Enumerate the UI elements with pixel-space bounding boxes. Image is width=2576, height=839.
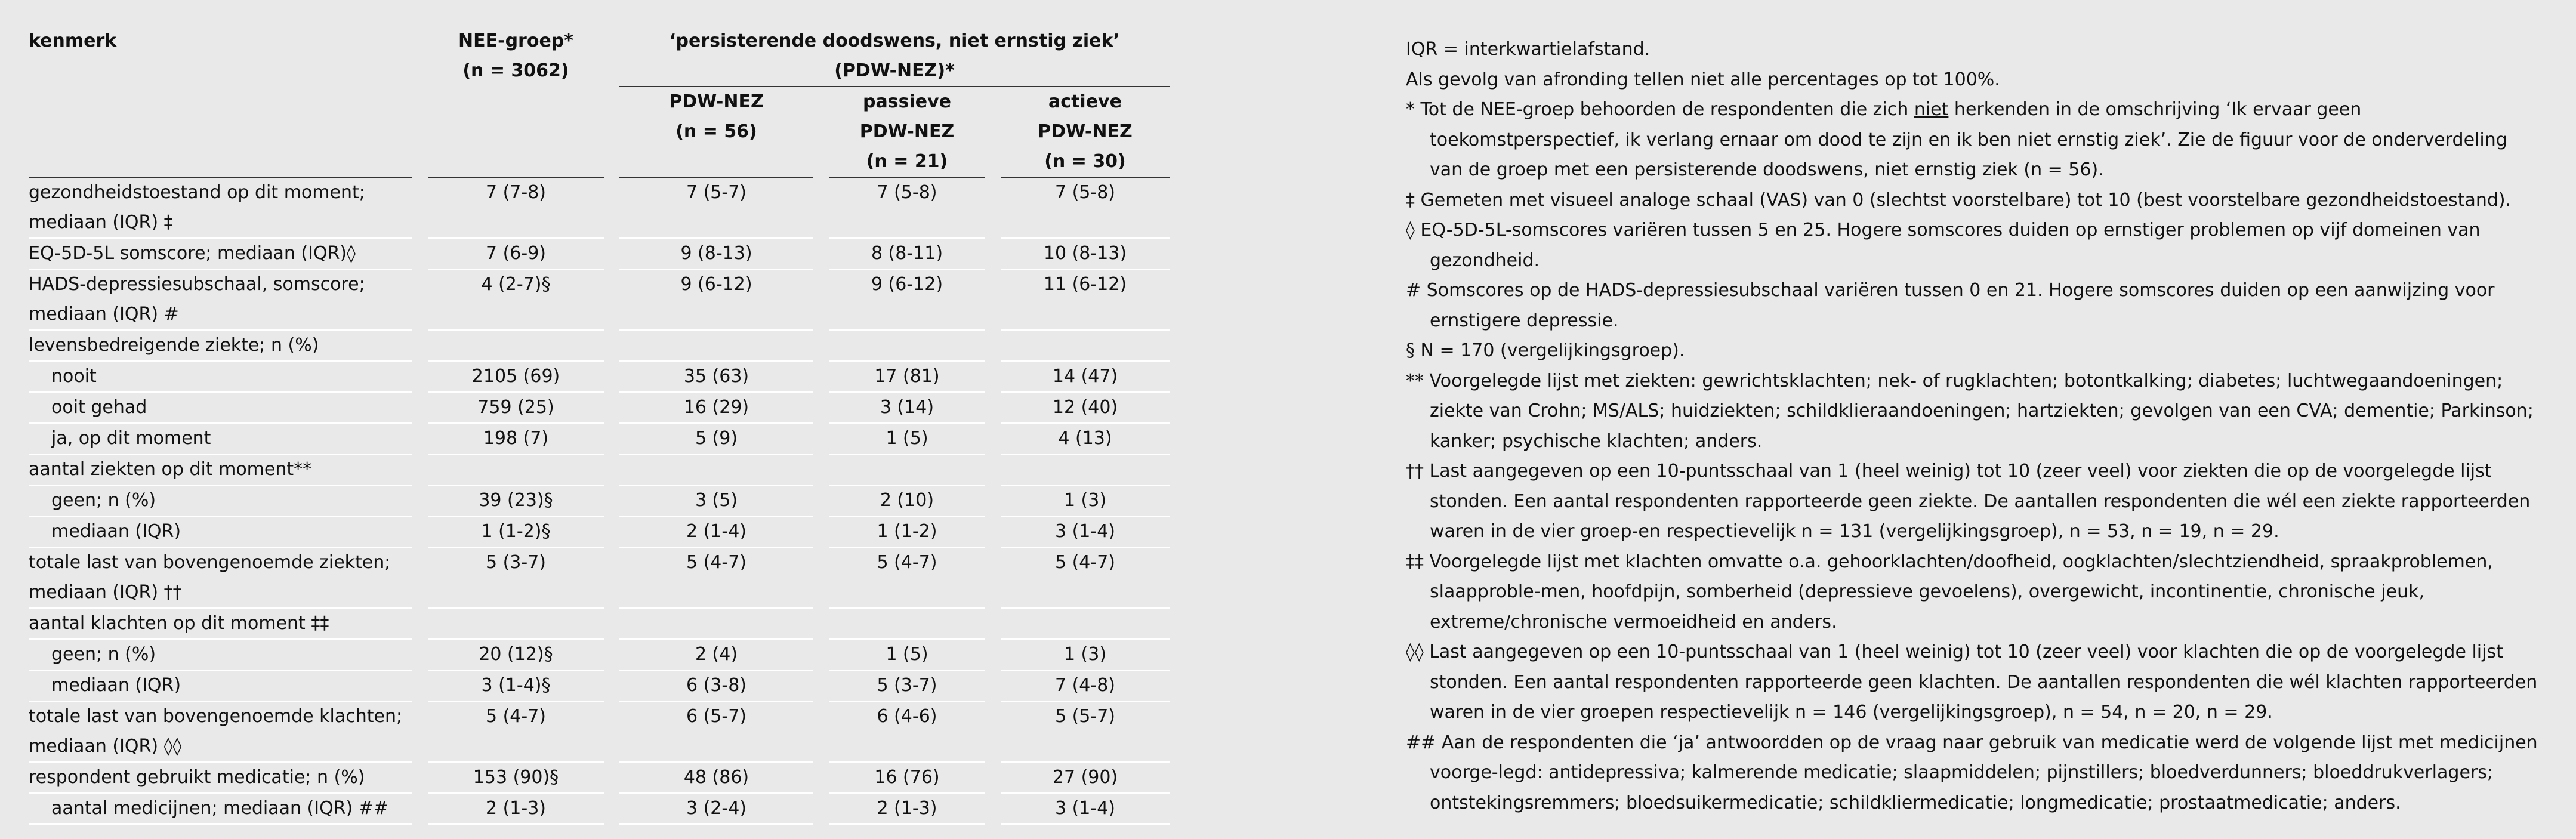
spacer (412, 671, 428, 702)
cell-passive-pdw-nez: 2 (10) (829, 486, 985, 517)
cell-passive-pdw-nez: 2 (1-3) (829, 794, 985, 825)
cell-active-pdw-nez (1001, 331, 1170, 362)
cell-passive-pdw-nez (829, 455, 985, 486)
cell-pdw-nez: 5 (9) (619, 424, 813, 455)
cell-passive-pdw-nez: 1 (1-2) (829, 517, 985, 548)
cell-passive-pdw-nez: 6 (4-6) (829, 702, 985, 763)
spacer (813, 362, 829, 393)
footnotes (1406, 35, 2540, 818)
cell-pdw-nez: 6 (3-8) (619, 671, 813, 702)
row-label (29, 362, 412, 393)
row-label-line-2: mediaan (IQR) ◊◊ (29, 736, 182, 757)
spacer (604, 609, 619, 640)
footnote-nee-group: * Tot de NEE-groep behoorden de respondenten die zich niet herkenden in de omschrijving ‘Ik ervaar geen toekomstperspectief, ik verlang ernaar om dood te zijn en ik ben niet ernstig ziek’. Zie de figuur voor de onderverdeling van de groep met een persisterende doodswens, niet ernstig ziek (n = 56). (1406, 99, 2507, 180)
row-label-line: aantal medicijnen; mediaan (IQR) ## (51, 798, 389, 819)
cell-pdw-nez (619, 609, 813, 640)
cell-pdw-nez: 7 (5-7) (619, 178, 813, 239)
spacer (412, 239, 428, 270)
spacer (604, 640, 619, 671)
cell-pdw-nez: 6 (5-7) (619, 702, 813, 763)
spacer (412, 270, 428, 331)
spacer (412, 486, 428, 517)
spacer (985, 763, 1001, 794)
cell-passive-pdw-nez: 5 (4-7) (829, 548, 985, 609)
row-label-line: levensbedreigende ziekte; n (%) (29, 335, 319, 356)
cell-nee-group: 4 (2-7)§ (428, 270, 604, 331)
footnote-eq5d: ◊ EQ-5D-5L-somscores variëren tussen 5 en 25. Hogere somscores duiden op ernstiger problemen op vijf domeinen van gezondheid. (1406, 220, 2481, 271)
results-table (29, 26, 1170, 825)
spacer (985, 702, 1001, 763)
results-table-section (29, 26, 1170, 825)
row-label (29, 640, 412, 671)
footnote-hads: # Somscores op de HADS-depressiesubschaal variëren tussen 0 en 21. Hogere somscores duiden op een aanwijzing voor ernstigere depressie. (1406, 280, 2495, 331)
cell-nee-group: 5 (3-7) (428, 548, 604, 609)
spacer (813, 517, 829, 548)
spacer (985, 424, 1001, 455)
spacer (813, 702, 829, 763)
cell-pdw-nez: 5 (4-7) (619, 548, 813, 609)
spacer (813, 763, 829, 794)
footnote-complaint-burden: ◊◊ Last aangegeven op een 10-puntsschaal van 1 (heel weinig) tot 10 (zeer veel) voor klachten die op de voorgelegde lijst stonden. Een aantal respondenten rapporteerde geen klachten. De aantallen respondenten die wél klachten rapporteerden waren in de vier groepen respectievelijk n = 146 (vergelijkingsgroep), n = 54, n = 20, n = 29. (1406, 641, 2538, 723)
cell-pdw-nez (619, 331, 813, 362)
footnote-vas: ‡ Gemeten met visueel analoge schaal (VAS) van 0 (slechtst voorstelbare) tot 10 (best voorstelbare gezondheidstoestand). (1406, 189, 2512, 211)
spacer (985, 548, 1001, 609)
spacer (813, 455, 829, 486)
cell-passive-pdw-nez (829, 609, 985, 640)
cell-active-pdw-nez: 27 (90) (1001, 763, 1170, 794)
spacer (813, 486, 829, 517)
footnote-rounding: Als gevolg van afronding tellen niet alle percentages op tot 100%. (1406, 69, 2000, 90)
cell-active-pdw-nez: 10 (8-13) (1001, 239, 1170, 270)
cell-active-pdw-nez: 5 (5-7) (1001, 702, 1170, 763)
cell-active-pdw-nez: 3 (1-4) (1001, 517, 1170, 548)
row-label (29, 239, 412, 270)
cell-passive-pdw-nez: 16 (76) (829, 763, 985, 794)
row-label-line: aantal ziekten op dit moment** (29, 459, 312, 480)
spacer (985, 486, 1001, 517)
spacer (604, 393, 619, 424)
spacer (604, 548, 619, 609)
cell-active-pdw-nez: 5 (4-7) (1001, 548, 1170, 609)
cell-nee-group: 20 (12)§ (428, 640, 604, 671)
row-label-line: respondent gebruikt medicatie; n (%) (29, 767, 365, 788)
footnote-diseases-list: ** Voorgelegde lijst met ziekten: gewrichtsklachten; nek- of rugklachten; botontkalking; diabetes; luchtwegaandoeningen; ziekte van Crohn; MS/ALS; huidziekten; schildklieraandoeningen; hartziekten; gevolgen van een CVA; dementie; Parkinson; kanker; psychische klachten; anders. (1406, 370, 2534, 452)
row-label-line: totale last van bovengenoemde ziekten; (29, 552, 391, 573)
spacer (985, 517, 1001, 548)
spacer (412, 362, 428, 393)
cell-pdw-nez: 35 (63) (619, 362, 813, 393)
table-body (29, 178, 1170, 825)
row-label-line: totale last van bovengenoemde klachten; (29, 706, 403, 727)
cell-passive-pdw-nez: 8 (8-11) (829, 239, 985, 270)
spacer (412, 794, 428, 825)
footnote-disease-burden: †† Last aangegeven op een 10-puntsschaal van 1 (heel weinig) tot 10 (zeer veel) voor ziekten die op de voorgelegde lijst stonden. Een aantal respondenten rapporteerde geen ziekte. De aantallen respondenten die wél een ziekte rapporteerden waren in de vier groep-en respectievelijk n = 131 (vergelijkingsgroep), n = 53, n = 19, n = 29. (1406, 461, 2531, 542)
header-nee-group: NEE-groep* (458, 30, 573, 51)
spacer (813, 270, 829, 331)
header-kenmerk: kenmerk (29, 30, 117, 51)
cell-pdw-nez: 9 (8-13) (619, 239, 813, 270)
header-col-pdw: PDW-NEZ (669, 91, 764, 112)
spacer (604, 763, 619, 794)
table-row (29, 239, 1170, 270)
cell-active-pdw-nez: 1 (3) (1001, 640, 1170, 671)
spacer (604, 794, 619, 825)
header-pdw-title: ‘persisterende doodswens, niet ernstig ziek’ (669, 30, 1120, 51)
spacer (813, 331, 829, 362)
table-row (29, 270, 1170, 331)
cell-passive-pdw-nez: 7 (5-8) (829, 178, 985, 239)
spacer (985, 794, 1001, 825)
row-label-line: mediaan (IQR) (51, 521, 181, 542)
spacer (604, 424, 619, 455)
table-row (29, 362, 1170, 393)
spacer (813, 178, 829, 239)
row-label (29, 702, 412, 763)
cell-passive-pdw-nez (829, 331, 985, 362)
spacer (985, 609, 1001, 640)
spacer (813, 609, 829, 640)
spacer (813, 424, 829, 455)
footnote-medication-list: ## Aan de respondenten die ‘ja’ antwoordden op de vraag naar gebruik van medicatie werd de volgende lijst met medicijnen voorge-legd: antidepressiva; kalmerende medicatie; slaapmiddelen; pijnstillers; bloedverdunners; bloeddrukverlagers; ontstekingsremmers; bloedsuikermedicatie; schildkliermedicatie; longmedicatie; prostaatmedicatie; anders. (1406, 732, 2538, 813)
cell-nee-group (428, 609, 604, 640)
row-label (29, 393, 412, 424)
cell-active-pdw-nez: 7 (5-8) (1001, 178, 1170, 239)
spacer (985, 239, 1001, 270)
table-row (29, 424, 1170, 455)
footnote-iqr: IQR = interkwartielafstand. (1406, 39, 1651, 60)
table-row (29, 517, 1170, 548)
footnote-complaints-list: ‡‡ Voorgelegde lijst met klachten omvatte o.a. gehoorklachten/doofheid, oogklachten/slechtziendheid, spraakproblemen, slaapproble-men, hoofdpijn, somberheid (depressieve gevoelens), overgewicht, incontinentie, chronische jeuk, extreme/chronische vermoeidheid en anders. (1406, 551, 2493, 633)
spacer (604, 178, 619, 239)
cell-active-pdw-nez: 3 (1-4) (1001, 794, 1170, 825)
row-label (29, 609, 412, 640)
spacer (412, 702, 428, 763)
row-label-line: aantal klachten op dit moment ‡‡ (29, 613, 329, 634)
cell-pdw-nez: 2 (4) (619, 640, 813, 671)
cell-passive-pdw-nez: 5 (3-7) (829, 671, 985, 702)
spacer (412, 763, 428, 794)
spacer (604, 517, 619, 548)
cell-nee-group: 2 (1-3) (428, 794, 604, 825)
table-row (29, 178, 1170, 239)
spacer (813, 548, 829, 609)
spacer (813, 671, 829, 702)
row-label (29, 424, 412, 455)
row-label (29, 178, 412, 239)
spacer (412, 331, 428, 362)
row-label (29, 763, 412, 794)
table-row (29, 455, 1170, 486)
cell-nee-group: 7 (7-8) (428, 178, 604, 239)
spacer (412, 517, 428, 548)
spacer (604, 270, 619, 331)
row-label-line: mediaan (IQR) (51, 675, 181, 696)
cell-passive-pdw-nez: 3 (14) (829, 393, 985, 424)
cell-nee-group: 2105 (69) (428, 362, 604, 393)
spacer (412, 455, 428, 486)
header-col-passive-2: PDW-NEZ (859, 121, 955, 142)
cell-nee-group: 153 (90)§ (428, 763, 604, 794)
row-label (29, 486, 412, 517)
header-nee-n: (n = 3062) (462, 60, 569, 81)
spacer (985, 362, 1001, 393)
spacer (604, 331, 619, 362)
cell-pdw-nez: 2 (1-4) (619, 517, 813, 548)
cell-nee-group: 198 (7) (428, 424, 604, 455)
spacer (604, 486, 619, 517)
cell-active-pdw-nez: 12 (40) (1001, 393, 1170, 424)
row-label-line: EQ-5D-5L somscore; mediaan (IQR)◊ (29, 243, 356, 264)
table-row (29, 671, 1170, 702)
cell-passive-pdw-nez: 17 (81) (829, 362, 985, 393)
spacer (412, 548, 428, 609)
cell-active-pdw-nez: 4 (13) (1001, 424, 1170, 455)
cell-passive-pdw-nez: 9 (6-12) (829, 270, 985, 331)
spacer (412, 178, 428, 239)
header-col-passive-n: (n = 21) (829, 147, 985, 178)
spacer (604, 702, 619, 763)
cell-active-pdw-nez: 1 (3) (1001, 486, 1170, 517)
row-label (29, 517, 412, 548)
cell-nee-group (428, 455, 604, 486)
cell-nee-group: 759 (25) (428, 393, 604, 424)
spacer (412, 393, 428, 424)
cell-pdw-nez: 48 (86) (619, 763, 813, 794)
row-label (29, 794, 412, 825)
row-label-line: ja, op dit moment (51, 428, 211, 449)
spacer (813, 794, 829, 825)
row-label-line-2: mediaan (IQR) ‡ (29, 212, 173, 233)
spacer (813, 239, 829, 270)
row-label-line: HADS-depressiesubschaal, somscore; (29, 274, 365, 295)
cell-active-pdw-nez (1001, 455, 1170, 486)
spacer (985, 455, 1001, 486)
spacer (985, 331, 1001, 362)
row-label-line: ooit gehad (51, 397, 147, 418)
spacer (813, 393, 829, 424)
spacer (604, 671, 619, 702)
footnote-n170: § N = 170 (vergelijkingsgroep). (1406, 340, 1685, 361)
table-row (29, 486, 1170, 517)
cell-passive-pdw-nez: 1 (5) (829, 640, 985, 671)
row-label-line-2: mediaan (IQR) # (29, 304, 179, 325)
spacer (412, 424, 428, 455)
cell-nee-group: 39 (23)§ (428, 486, 604, 517)
spacer (813, 640, 829, 671)
cell-pdw-nez (619, 455, 813, 486)
cell-pdw-nez: 3 (2-4) (619, 794, 813, 825)
cell-pdw-nez: 3 (5) (619, 486, 813, 517)
row-label-line: nooit (51, 366, 97, 387)
table-row (29, 763, 1170, 794)
spacer (604, 239, 619, 270)
cell-nee-group: 3 (1-4)§ (428, 671, 604, 702)
header-pdw-abbr: (PDW-NEZ)* (619, 56, 1170, 87)
cell-active-pdw-nez: 7 (4-8) (1001, 671, 1170, 702)
header-col-active-n: (n = 30) (1001, 147, 1170, 178)
cell-nee-group: 7 (6-9) (428, 239, 604, 270)
row-label (29, 455, 412, 486)
spacer (604, 362, 619, 393)
row-label (29, 671, 412, 702)
spacer (985, 393, 1001, 424)
row-label-line: geen; n (%) (51, 644, 156, 665)
row-label (29, 270, 412, 331)
row-label (29, 548, 412, 609)
cell-passive-pdw-nez: 1 (5) (829, 424, 985, 455)
table-row (29, 548, 1170, 609)
table-row (29, 640, 1170, 671)
table-row (29, 609, 1170, 640)
cell-nee-group: 1 (1-2)§ (428, 517, 604, 548)
cell-active-pdw-nez: 14 (47) (1001, 362, 1170, 393)
cell-active-pdw-nez: 11 (6-12) (1001, 270, 1170, 331)
spacer (412, 609, 428, 640)
row-label-line: geen; n (%) (51, 490, 156, 511)
header-col-passive-1: passieve (863, 91, 951, 112)
spacer (985, 671, 1001, 702)
header-col-active-2: PDW-NEZ (1038, 121, 1133, 142)
table-header (29, 26, 1170, 178)
table-row (29, 794, 1170, 825)
header-col-pdw-n: (n = 56) (675, 121, 757, 142)
row-label (29, 331, 412, 362)
cell-pdw-nez: 9 (6-12) (619, 270, 813, 331)
table-row (29, 702, 1170, 763)
table-row (29, 331, 1170, 362)
row-label-line: gezondheidstoestand op dit moment; (29, 182, 365, 203)
spacer (604, 455, 619, 486)
spacer (985, 270, 1001, 331)
cell-nee-group (428, 331, 604, 362)
spacer (412, 640, 428, 671)
cell-nee-group: 5 (4-7) (428, 702, 604, 763)
cell-pdw-nez: 16 (29) (619, 393, 813, 424)
row-label-line-2: mediaan (IQR) †† (29, 582, 182, 603)
table-row (29, 393, 1170, 424)
spacer (985, 178, 1001, 239)
header-col-active-1: actieve (1048, 91, 1122, 112)
spacer (985, 640, 1001, 671)
cell-active-pdw-nez (1001, 609, 1170, 640)
